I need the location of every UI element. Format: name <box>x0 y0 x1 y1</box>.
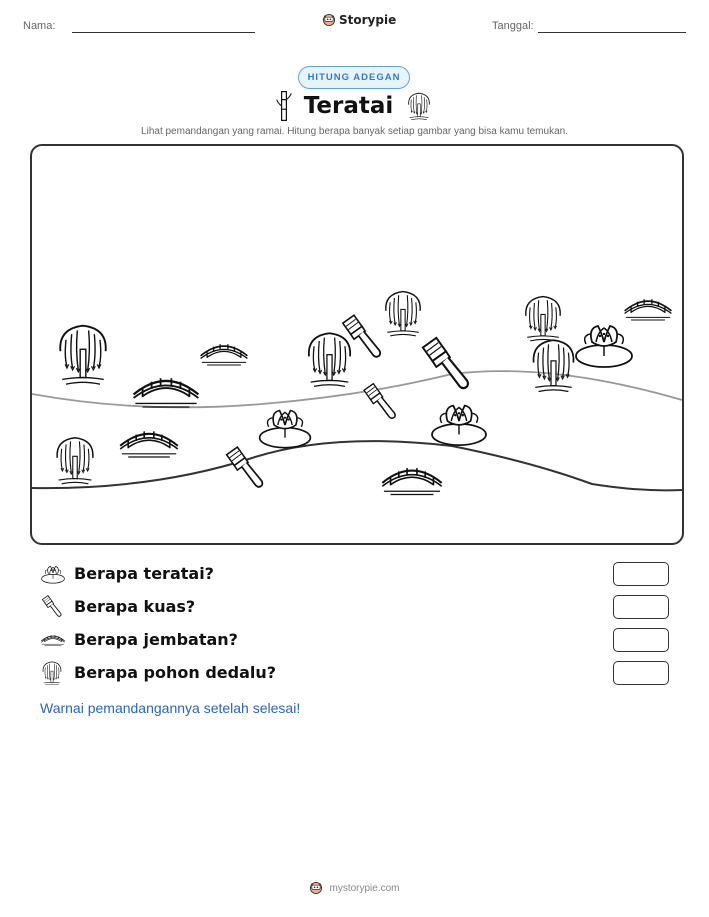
brush-1 <box>343 315 380 357</box>
instruction-text: Lihat pemandangan yang ramai. Hitung berapa banyak setiap gambar yang bisa kamu temukan. <box>141 126 568 137</box>
question-bridge <box>40 627 670 653</box>
willow-5 <box>526 297 560 341</box>
name-label: Nama: <box>23 20 56 32</box>
footer-url: mystorypie.com <box>329 882 400 894</box>
bridge-1 <box>134 378 199 407</box>
page-title: Teratai <box>303 93 394 119</box>
river-lower-line <box>32 441 682 490</box>
brush-icon <box>40 594 66 620</box>
storypie-mascot-icon <box>322 13 336 27</box>
willow-2 <box>57 438 93 484</box>
category-badge: HITUNG ADEGAN <box>298 66 410 89</box>
question-lotus <box>40 561 670 587</box>
title-row <box>0 90 709 122</box>
date-label: Tanggal: <box>492 20 534 32</box>
bridge-5 <box>625 299 672 320</box>
answer-box-willow[interactable] <box>613 661 669 685</box>
footer <box>0 881 709 895</box>
name-line[interactable] <box>72 32 255 33</box>
willow-icon <box>40 660 66 686</box>
question-text: Berapa pohon dedalu? <box>74 663 277 682</box>
lotus-3 <box>576 326 632 367</box>
closing-instruction: Warnai pemandangannya setelah selesai! <box>40 700 301 716</box>
date-line[interactable] <box>538 32 686 33</box>
question-brush <box>40 594 670 620</box>
scene-drawing <box>32 146 682 543</box>
brand-logo <box>322 13 396 27</box>
bridge-icon <box>40 627 66 653</box>
willow-4 <box>386 292 420 336</box>
brush-2 <box>423 338 468 388</box>
storypie-mascot-icon <box>309 881 323 895</box>
bridge-4 <box>382 468 441 494</box>
question-text: Berapa kuas? <box>74 597 196 616</box>
willow-1 <box>60 326 106 384</box>
brand-name: Storypie <box>339 13 397 27</box>
willow-3 <box>309 333 350 386</box>
question-text: Berapa teratai? <box>74 564 214 583</box>
counting-scene <box>30 144 684 545</box>
lotus-1 <box>260 411 311 448</box>
answer-box-bridge[interactable] <box>613 628 669 652</box>
lotus-2 <box>432 406 486 446</box>
brush-4 <box>227 447 263 487</box>
answer-box-brush[interactable] <box>613 595 669 619</box>
willow-6 <box>533 340 573 391</box>
willow-icon <box>405 91 433 121</box>
river-upper-line <box>32 371 682 407</box>
answer-box-lotus[interactable] <box>613 562 669 586</box>
question-willow <box>40 660 670 686</box>
bridge-3 <box>120 431 178 457</box>
bridge-2 <box>201 344 248 365</box>
question-text: Berapa jembatan? <box>74 630 238 649</box>
bamboo-icon <box>276 90 292 122</box>
lotus-icon <box>40 561 66 587</box>
